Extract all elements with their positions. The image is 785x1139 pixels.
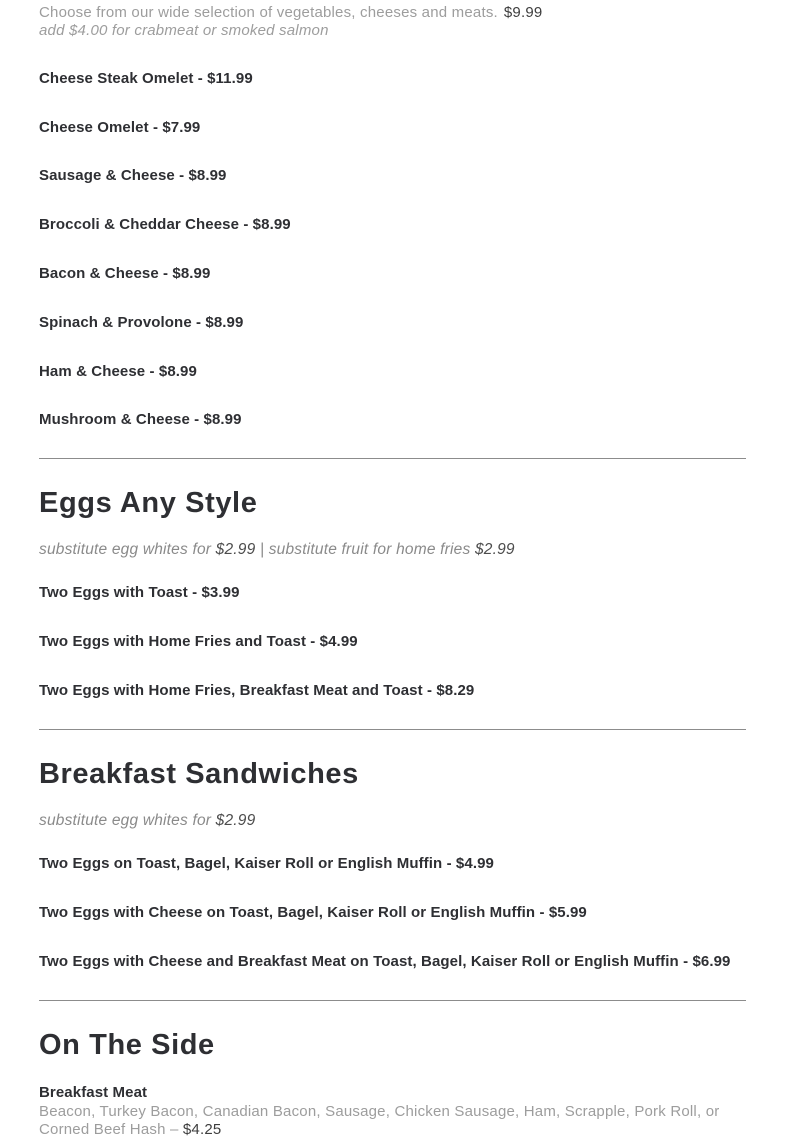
sandwiches-section-subtitle	[39, 811, 746, 831]
menu-item: Broccoli & Cheddar Cheese - $8.99	[39, 216, 291, 234]
menu-item: Bacon & Cheese - $8.99	[39, 264, 211, 282]
menu-item: Cheese Steak Omelet - $11.99	[39, 69, 253, 87]
omelets-addon-note: add $4.00 for crabmeat or smoked salmon	[39, 22, 329, 39]
subtitle-text: substitute fruit for home fries	[268, 541, 475, 559]
section-divider	[39, 729, 746, 730]
menu-item: Mushroom & Cheese - $8.99	[39, 411, 242, 429]
menu-item: Two Eggs with Home Fries, Breakfast Meat and Toast - $8.29	[39, 681, 475, 699]
side-item-name: Breakfast Meat	[39, 1083, 148, 1101]
side-item-description	[39, 1103, 746, 1139]
menu-item: Two Eggs with Toast - $3.99	[39, 584, 240, 602]
subtitle-price: $2.99	[215, 811, 256, 829]
subtitle-price: $2.99	[215, 541, 256, 559]
omelets-section-description	[39, 3, 746, 22]
menu-item: Sausage & Cheese - $8.99	[39, 167, 227, 185]
subtitle-text: substitute egg whites for	[39, 541, 216, 559]
menu-item: Spinach & Provolone - $8.99	[39, 313, 244, 331]
subtitle-separator: |	[255, 541, 269, 559]
subtitle-text: substitute egg whites for	[39, 811, 216, 829]
omelets-description-text: Choose from our wide selection of vegetables, cheeses and meats.	[39, 4, 498, 21]
menu-item: Cheese Omelet - $7.99	[39, 118, 201, 136]
menu-item: Two Eggs on Toast, Bagel, Kaiser Roll or English Muffin - $4.99	[39, 854, 494, 872]
section-title-breakfast-sandwiches: Breakfast Sandwiches	[39, 757, 359, 790]
omelets-base-price: $9.99	[503, 4, 543, 21]
menu-item: Ham & Cheese - $8.99	[39, 362, 197, 380]
menu-item: Two Eggs with Home Fries and Toast - $4.99	[39, 633, 358, 651]
section-title-eggs-any-style: Eggs Any Style	[39, 487, 258, 520]
section-divider	[39, 458, 746, 459]
section-title-on-the-side: On The Side	[39, 1028, 215, 1061]
side-item-price: $4.25	[182, 1120, 222, 1138]
subtitle-price: $2.99	[474, 541, 515, 559]
section-divider	[39, 1000, 746, 1001]
eggs-section-subtitle	[39, 540, 746, 560]
side-item-options: Beacon, Turkey Bacon, Canadian Bacon, Sausage, Chicken Sausage, Ham, Scrapple, Pork Roll, or Corned Beef Hash –	[39, 1102, 720, 1138]
menu-item: Two Eggs with Cheese and Breakfast Meat on Toast, Bagel, Kaiser Roll or English Muffin - $6.99	[39, 952, 731, 970]
menu-item: Two Eggs with Cheese on Toast, Bagel, Kaiser Roll or English Muffin - $5.99	[39, 903, 587, 921]
